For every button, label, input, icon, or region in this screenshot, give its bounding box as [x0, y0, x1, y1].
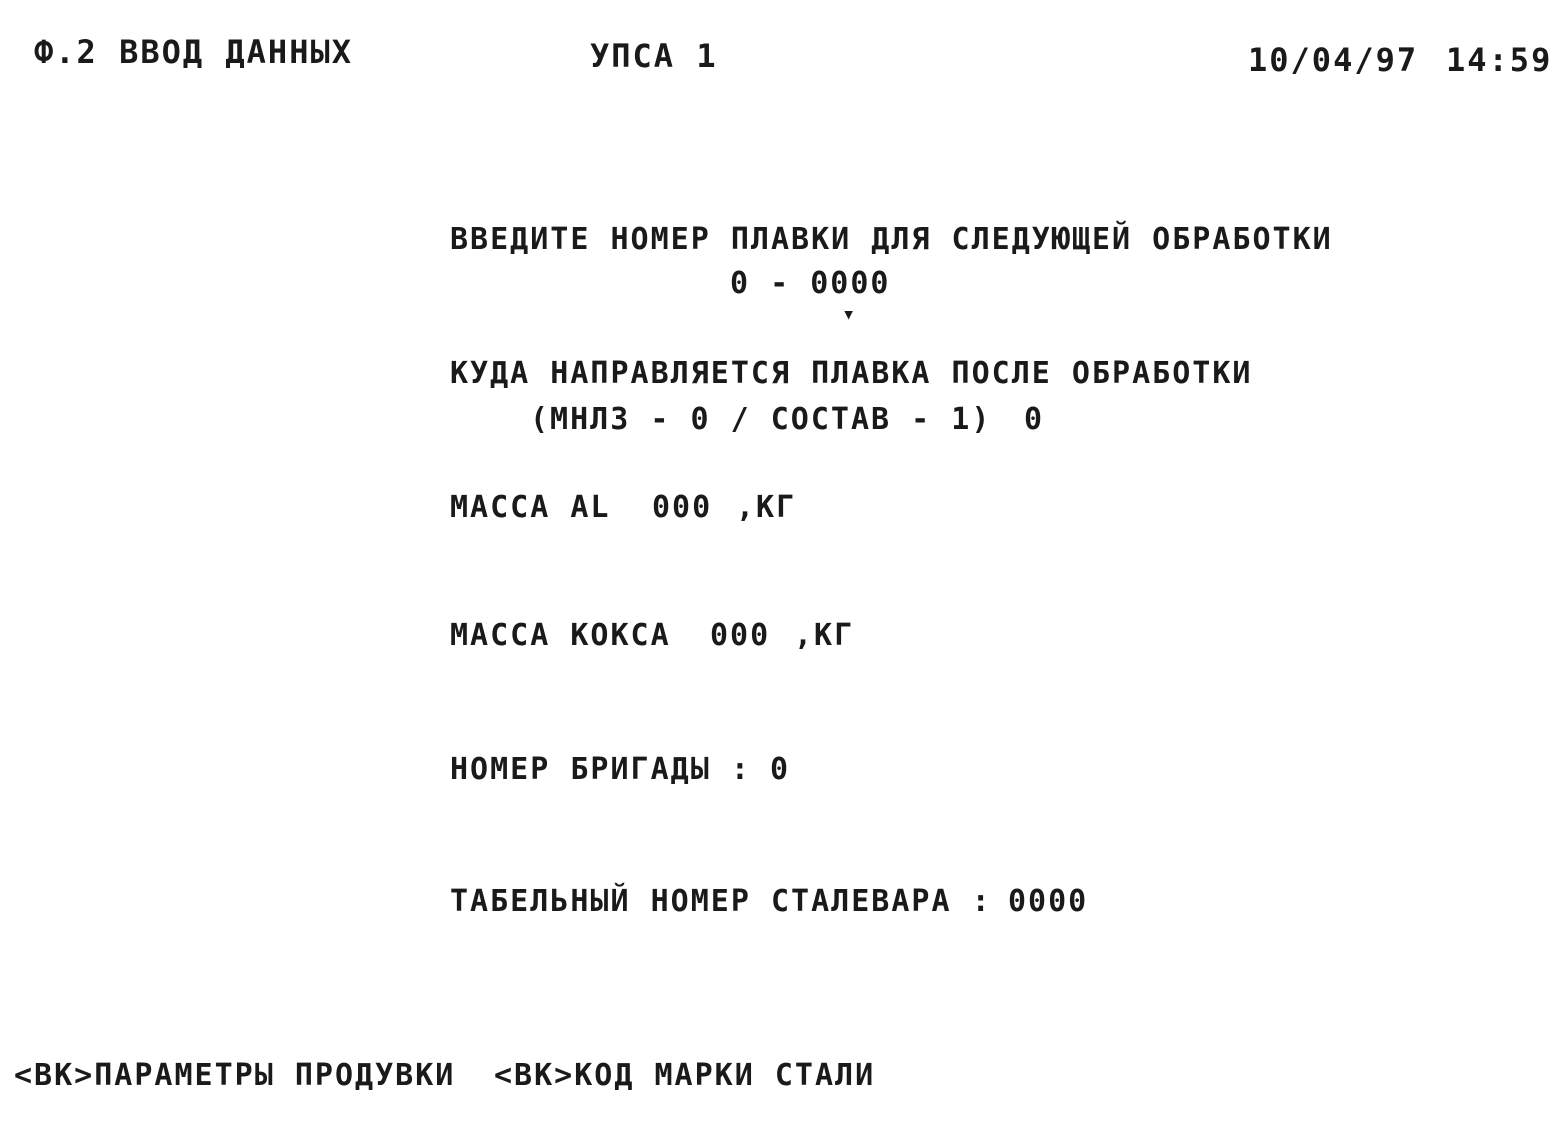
- operator-number-field[interactable]: 0000: [1008, 884, 1089, 919]
- blow-parameters-key[interactable]: <ВК>ПАРАМЕТРЫ ПРОДУВКИ: [14, 1058, 456, 1093]
- coke-mass-label: МАССА КОКСА: [450, 618, 671, 653]
- steel-grade-code-key[interactable]: <ВК>КОД МАРКИ СТАЛИ: [494, 1058, 876, 1093]
- operator-number-label: ТАБЕЛЬНЫЙ НОМЕР СТАЛЕВАРА :: [450, 884, 992, 919]
- destination-field[interactable]: 0: [1024, 402, 1045, 437]
- time-display: 14:59: [1446, 41, 1553, 79]
- al-mass-field[interactable]: 000: [652, 490, 713, 525]
- screen-title: Ф.2 ВВОД ДАННЫХ: [34, 33, 353, 71]
- unit-name: УПСА 1: [590, 37, 718, 75]
- al-mass-label: МАССА AL: [450, 490, 611, 525]
- coke-mass-unit: ,КГ: [794, 618, 855, 653]
- heat-number-field[interactable]: 0 - 0000: [730, 266, 891, 301]
- date-display: 10/04/97: [1248, 41, 1419, 79]
- cursor-marker-icon: ▾: [842, 302, 856, 327]
- al-mass-unit: ,КГ: [736, 490, 797, 525]
- heat-number-prompt: ВВЕДИТЕ НОМЕР ПЛАВКИ ДЛЯ СЛЕДУЮЩЕЙ ОБРАБОТКИ: [450, 222, 1333, 257]
- destination-options: (МНЛЗ - 0 / СОСТАВ - 1): [530, 402, 992, 437]
- destination-prompt: КУДА НАПРАВЛЯЕТСЯ ПЛАВКА ПОСЛЕ ОБРАБОТКИ: [450, 356, 1253, 391]
- brigade-field[interactable]: 0: [770, 752, 791, 787]
- brigade-label: НОМЕР БРИГАДЫ :: [450, 752, 751, 787]
- coke-mass-field[interactable]: 000: [710, 618, 771, 653]
